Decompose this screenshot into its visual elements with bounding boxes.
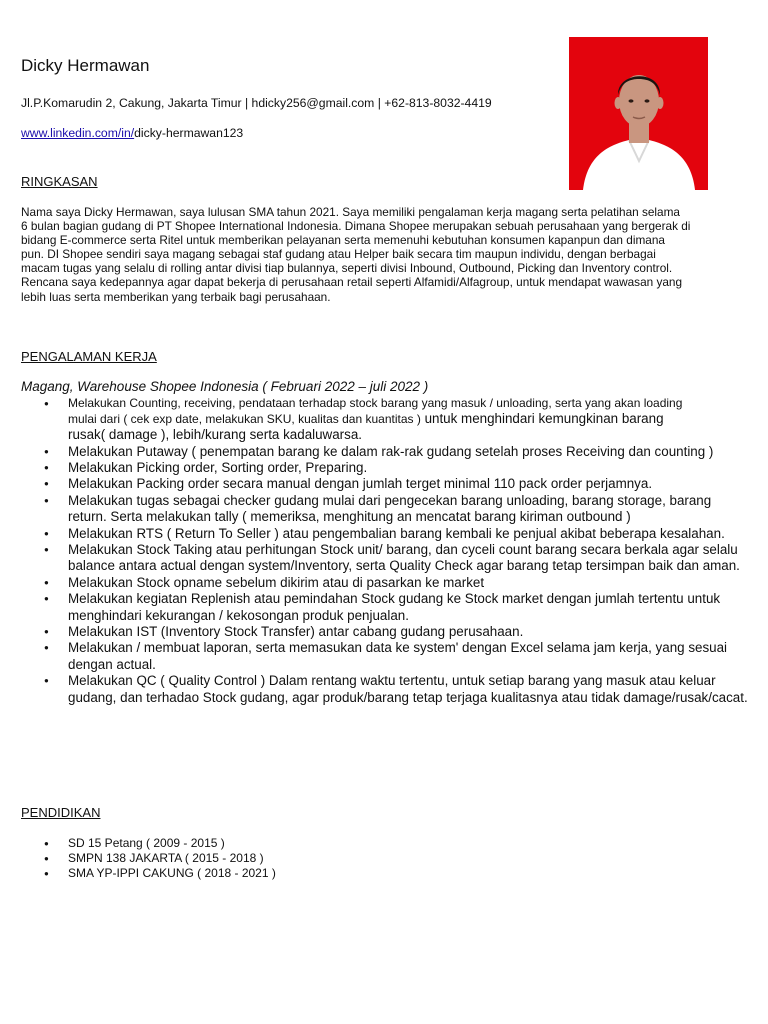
education-list xyxy=(0,836,276,881)
name-heading: Dicky Hermawan xyxy=(21,56,150,75)
summary-line: lebih luas serta memberikan yang terbaik bagi perusahaan. xyxy=(21,289,331,304)
list-item: ● Melakukan Stock opname sebelum dikirim atau di pasarkan ke market xyxy=(0,575,752,591)
linkedin-line xyxy=(21,126,243,140)
summary-line: Nama saya Dicky Hermawan, saya lulusan SMA tahun 2021. Saya memiliki pengalaman kerja magang serta pelatihan selama xyxy=(21,205,680,219)
list-item: ● SMPN 138 JAKARTA ( 2015 - 2018 ) xyxy=(0,851,276,866)
summary-line: bidang E-commerce serta Ritel untuk memberikan pelayanan serta memenuhi kebutuhan konsumen kapanpun dan dimana xyxy=(21,233,665,248)
education-heading: PENDIDIKAN xyxy=(21,805,101,820)
summary-text xyxy=(21,205,746,304)
profile-photo-image xyxy=(569,37,708,190)
list-item-text: Melakukan Counting, receiving, pendataan terhadap stock barang yang masuk / unloading, serta yang akan loading xyxy=(68,396,683,410)
list-item: ● SMA YP-IPPI CAKUNG ( 2018 - 2021 ) xyxy=(0,866,276,881)
job-title: Magang, Warehouse Shopee Indonesia ( Februari 2022 – juli 2022 ) xyxy=(21,379,429,394)
list-item-text: rusak( damage ), lebih/kurang serta kadaluwarsa. xyxy=(68,427,362,443)
list-item: ● Melakukan Picking order, Sorting order, Preparing. xyxy=(0,460,752,476)
list-item: ● Melakukan Packing order secara manual dengan jumlah terget minimal 110 pack order perjamnya. xyxy=(0,476,752,492)
list-item: ● SD 15 Petang ( 2009 - 2015 ) xyxy=(0,836,276,851)
list-item: ● Melakukan / membuat laporan, serta memasukan data ke system' dengan Excel selama jam kerja, yang sesuai dengan actual. xyxy=(0,640,752,673)
list-item xyxy=(0,396,752,444)
experience-list xyxy=(0,396,752,706)
list-item: ● Melakukan QC ( Quality Control ) Dalam rentang waktu tertentu, untuk setiap barang yang masuk atau keluar gudang, dan terhadao Stock gudang, agar produk/barang tetap terjaga kualitasnya atau tidak damage/rusak/cacat. xyxy=(0,673,752,706)
list-item: ● Melakukan tugas sebagai checker gudang mulai dari pengecekan barang unloading, barang storage, barang return. Serta melakukan tally ( memeriksa, menghitung an mencatat barang kiriman outbound ) xyxy=(0,493,752,526)
list-item-text: mulai dari ( cek exp date, melakukan SKU, kualitas dan kuantitas ) xyxy=(68,412,421,427)
list-item: ● Melakukan IST (Inventory Stock Transfer) antar cabang gudang perusahaan. xyxy=(0,624,752,640)
contact-line: Jl.P.Komarudin 2, Cakung, Jakarta Timur | hdicky256@gmail.com | +62-813-8032-4419 xyxy=(21,96,492,110)
linkedin-link[interactable]: www.linkedin.com/in/ xyxy=(21,126,135,140)
summary-line: 6 bulan bagian gudang di PT Shopee International Indonesia. Dimana Shopee merupakan sebuah perusahaan yang bergerak di xyxy=(21,219,691,234)
summary-heading: RINGKASAN xyxy=(21,174,98,189)
list-item: ● Melakukan kegiatan Replenish atau pemindahan Stock gudang ke Stock market dengan jumlah tertentu untuk menghindari kekurangan / kekosongan produk penjualan. xyxy=(0,591,752,624)
experience-heading: PENGALAMAN KERJA xyxy=(21,349,157,364)
list-item: ● Melakukan RTS ( Return To Seller ) atau pengembalian barang kembali ke penjual akibat beberapa kesalahan. xyxy=(0,526,752,542)
summary-line: Rencana saya kedepannya agar dapat bekerja di perusahaan retail seperti Alfamidi/Alfagroup, untuk mendapat wawasan yang xyxy=(21,275,683,290)
profile-photo xyxy=(569,37,708,190)
list-item: ● Melakukan Putaway ( penempatan barang ke dalam rak-rak gudang setelah proses Receiving dan counting ) xyxy=(0,444,752,460)
summary-line: macam tugas yang selalu di rolling antar divisi tiap bulannya, seperti divisi Inbound, Outbound, Picking dan Inventory control. xyxy=(21,261,673,276)
linkedin-handle: dicky-hermawan123 xyxy=(134,126,244,140)
list-item: ● Melakukan Stock Taking atau perhitungan Stock unit/ barang, dan cyceli count barang secara berkala agar selalu balance antara actual dengan system/Inventory, serta Quality Check agar barang tetap tersimpan baik dan aman. xyxy=(0,542,752,575)
list-item-text: untuk menghindari kemungkinan barang xyxy=(420,411,664,427)
summary-line: pun. DI Shopee sendiri saya magang sebagai staf gudang atau Helper baik secara tim maupun individu, dengan berbagai xyxy=(21,247,656,262)
